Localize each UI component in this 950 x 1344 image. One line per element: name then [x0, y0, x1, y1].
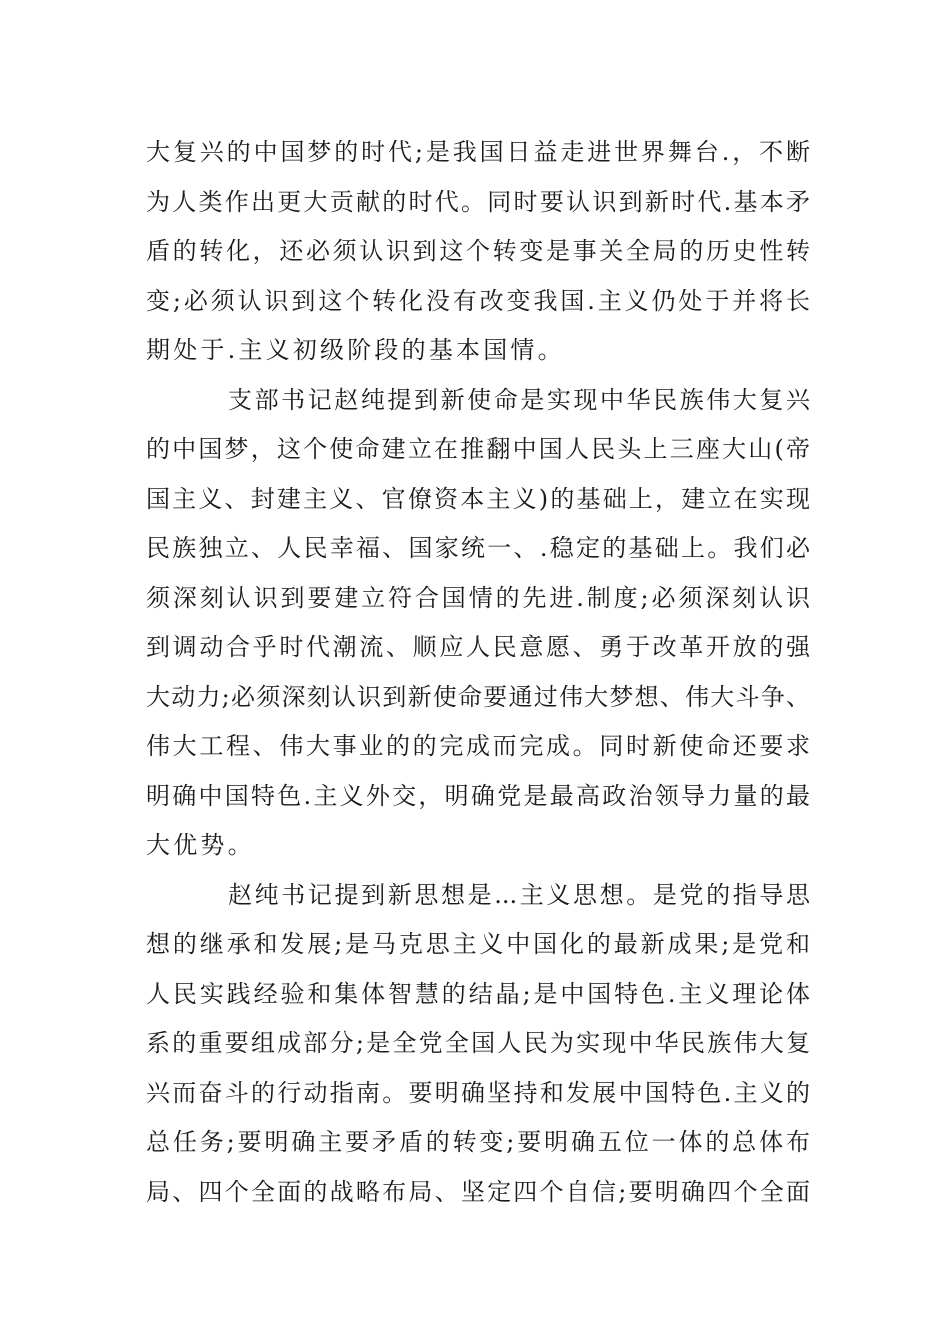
paragraph-2-line-8: 伟大工程、伟大事业的的完成而完成。同时新使命还要求 [146, 732, 810, 760]
paragraph-2-line-1: 支部书记赵纯提到新使命是实现中华民族伟大复兴 [228, 385, 810, 414]
paragraph-3-line-5: 兴而奋斗的行动指南。要明确坚持和发展中国特色.主义的 [146, 1078, 810, 1107]
paragraph-2-line-2: 的中国梦，这个使命建立在推翻中国人民头上三座大山(帝 [146, 435, 810, 463]
paragraph-2-line-10: 大优势。 [146, 831, 255, 859]
paragraph-3-line-6: 总任务;要明确主要矛盾的转变;要明确五位一体的总体布 [146, 1128, 810, 1156]
paragraph-2-line-9: 明确中国特色.主义外交，明确党是最高政治领导力量的最 [146, 781, 810, 810]
paragraph-2-line-6: 到调动合乎时代潮流、顺应人民意愿、勇于改革开放的强 [146, 633, 810, 661]
paragraph-3-line-3: 人民实践经验和集体智慧的结晶;是中国特色.主义理论体 [146, 979, 810, 1008]
paragraph-1-line-2: 为人类作出更大贡献的时代。同时要认识到新时代.基本矛 [146, 187, 810, 216]
paragraph-1-line-3: 盾的转化，还必须认识到这个转变是事关全局的历史性转 [146, 237, 810, 265]
paragraph-3-line-2: 想的继承和发展;是马克思主义中国化的最新成果;是党和 [146, 930, 810, 958]
document-body [146, 128, 810, 1217]
paragraph-3-line-1: 赵纯书记提到新思想是...主义思想。是党的指导思 [228, 880, 810, 909]
paragraph-1-line-4: 变;必须认识到这个转化没有改变我国.主义仍处于并将长 [146, 286, 810, 315]
paragraph-2-line-5: 须深刻认识到要建立符合国情的先进.制度;必须深刻认识 [146, 583, 810, 612]
paragraph-2-line-3: 国主义、封建主义、官僚资本主义)的基础上，建立在实现 [146, 484, 810, 513]
paragraph-2-line-4: 民族独立、人民幸福、国家统一、.稳定的基础上。我们必 [146, 534, 810, 562]
paragraph-1-line-5: 期处于.主义初级阶段的基本国情。 [146, 336, 565, 364]
paragraph-2-line-7: 大动力;必须深刻认识到新使命要通过伟大梦想、伟大斗争、 [146, 682, 810, 711]
paragraph-1-line-1: 大复兴的中国梦的时代;是我国日益走进世界舞台.，不断 [146, 138, 810, 166]
paragraph-3-line-7: 局、四个全面的战略布局、坚定四个自信;要明确四个全面 [146, 1177, 810, 1206]
paragraph-3-line-4: 系的重要组成部分;是全党全国人民为实现中华民族伟大复 [146, 1029, 810, 1057]
